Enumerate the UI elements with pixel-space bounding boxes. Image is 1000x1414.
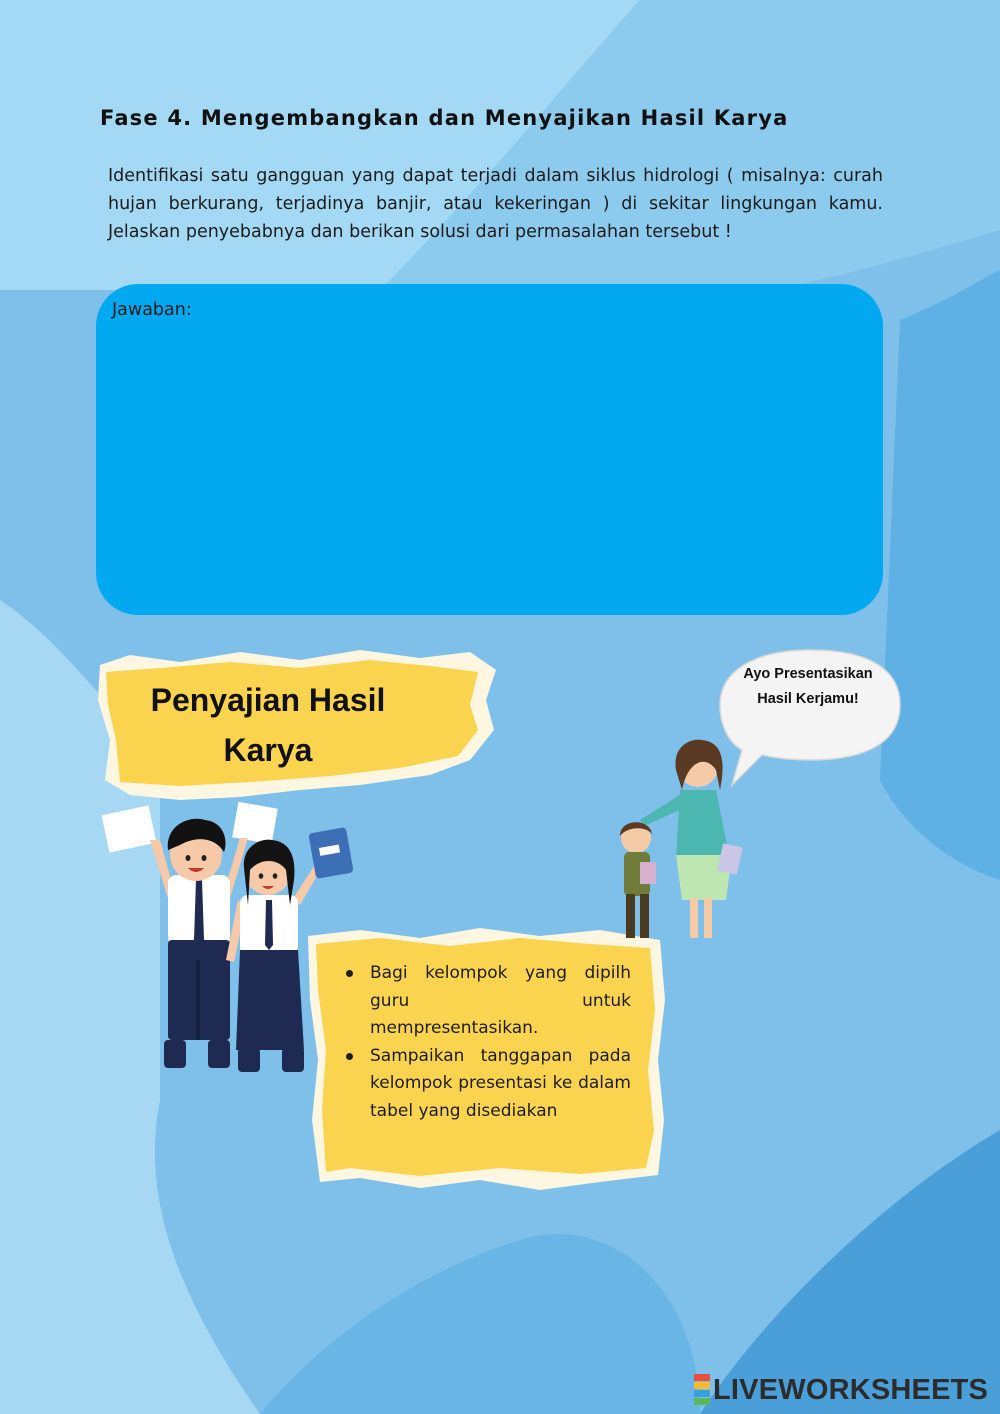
footer-logo[interactable] [694, 1374, 988, 1406]
notebook-icon [308, 827, 353, 879]
instructions-text: Identifikasi satu gangguan yang dapat terjadi dalam siklus hidrologi ( misalnya: curah hujan berkurang, terjadinya banjir, atau kekeringan ) di sekitar lingkungan kamu. Jelaskan penyebabnya dan berikan solusi dari permasalahan tersebut ! [108, 166, 883, 242]
answer-label: Jawaban: [112, 300, 192, 320]
notes-list [343, 960, 631, 1125]
teacher-illustration [620, 740, 743, 938]
speech-bubble-text: Ayo Presentasikan Hasil Kerjamu! [743, 666, 873, 707]
liveworksheets-logo-icon [694, 1374, 710, 1406]
logo-text: LIVEWORKSHEETS [713, 1373, 989, 1406]
students-illustration [102, 802, 324, 1072]
phase-title: Fase 4. Mengembangkan dan Menyajikan Hasil Karya [100, 106, 789, 130]
list-item: Bagi kelompok yang dipilh guru untuk mempresentasikan. [343, 960, 631, 1043]
banner-title: Penyajian Hasil Karya [150, 682, 386, 768]
list-item: Sampaikan tanggapan pada kelompok presentasi ke dalam tabel yang disediakan [343, 1043, 631, 1126]
